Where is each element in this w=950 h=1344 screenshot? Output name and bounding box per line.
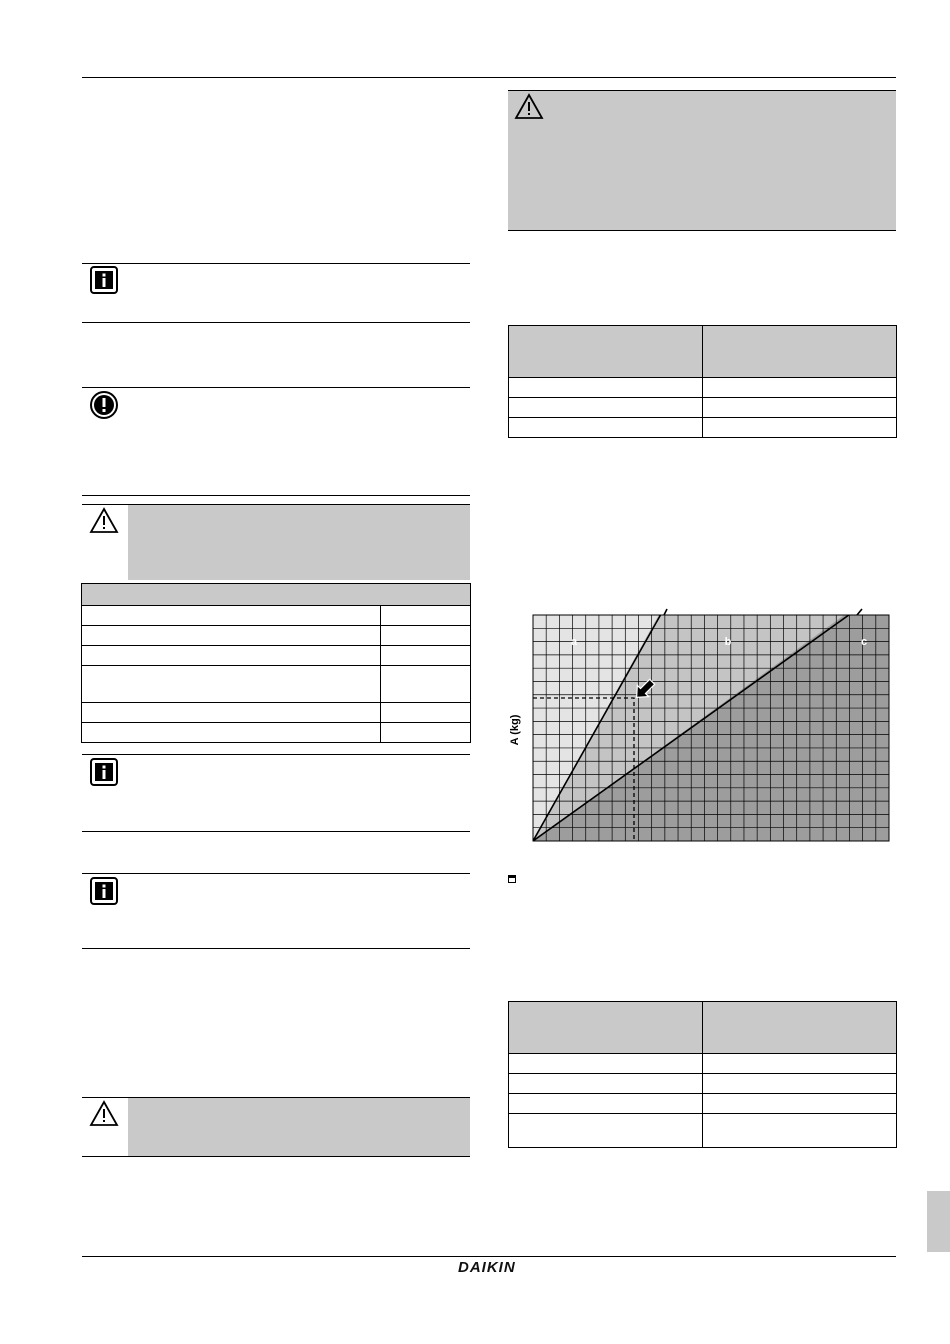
info-icon [89, 265, 119, 295]
table-row [509, 1114, 897, 1148]
warning-box [128, 1097, 470, 1156]
note-top-rule [82, 387, 470, 388]
table-row [509, 1074, 897, 1094]
note-bottom-rule [82, 948, 470, 949]
warning-top-rule [82, 504, 470, 505]
info-icon [89, 876, 119, 906]
side-tab [927, 1191, 950, 1252]
table-header-cell [703, 1002, 897, 1054]
table-row [509, 1054, 897, 1074]
region-label-c: c [860, 636, 868, 648]
table-header [82, 584, 471, 606]
table-header-cell [509, 1002, 703, 1054]
warning-bottom-rule [508, 230, 896, 231]
table-row [82, 666, 471, 703]
y-axis-label: A (kg) [509, 714, 521, 746]
upper-line-extension [664, 609, 667, 615]
pdf-icon [508, 875, 516, 883]
footer-rule [82, 1256, 896, 1257]
info-icon [89, 757, 119, 787]
warning-icon [89, 1099, 119, 1129]
table-row [82, 723, 471, 743]
table-header-cell [509, 326, 703, 378]
table-row [509, 378, 897, 398]
warning-icon [514, 92, 544, 122]
warning-bottom-rule [82, 1156, 470, 1157]
warning-icon [89, 506, 119, 536]
lower-line-extension [857, 609, 862, 615]
table-row [509, 398, 897, 418]
table-row [82, 606, 471, 626]
table-row [82, 626, 471, 646]
table-row [509, 418, 897, 438]
right-table-1 [508, 325, 897, 438]
left-spec-table [81, 583, 471, 743]
table-row [509, 1094, 897, 1114]
warning-box [128, 504, 470, 580]
important-icon [89, 390, 119, 420]
right-table-2 [508, 1001, 897, 1148]
region-label-a: a [570, 636, 578, 648]
header-rule [82, 77, 896, 78]
warning-box [508, 90, 896, 230]
table-row [82, 703, 471, 723]
brand-logo: DAIKIN [458, 1259, 516, 1276]
note-top-rule [82, 873, 470, 874]
note-top-rule [82, 263, 470, 264]
refrigerant-chart [500, 605, 900, 850]
table-row [82, 646, 471, 666]
note-bottom-rule [82, 495, 470, 496]
warning-top-rule [508, 90, 896, 91]
region-label-b: b [724, 636, 732, 648]
note-bottom-rule [82, 831, 470, 832]
table-header-cell [703, 326, 897, 378]
note-bottom-rule [82, 322, 470, 323]
warning-top-rule [82, 1097, 470, 1098]
note-top-rule [82, 754, 470, 755]
